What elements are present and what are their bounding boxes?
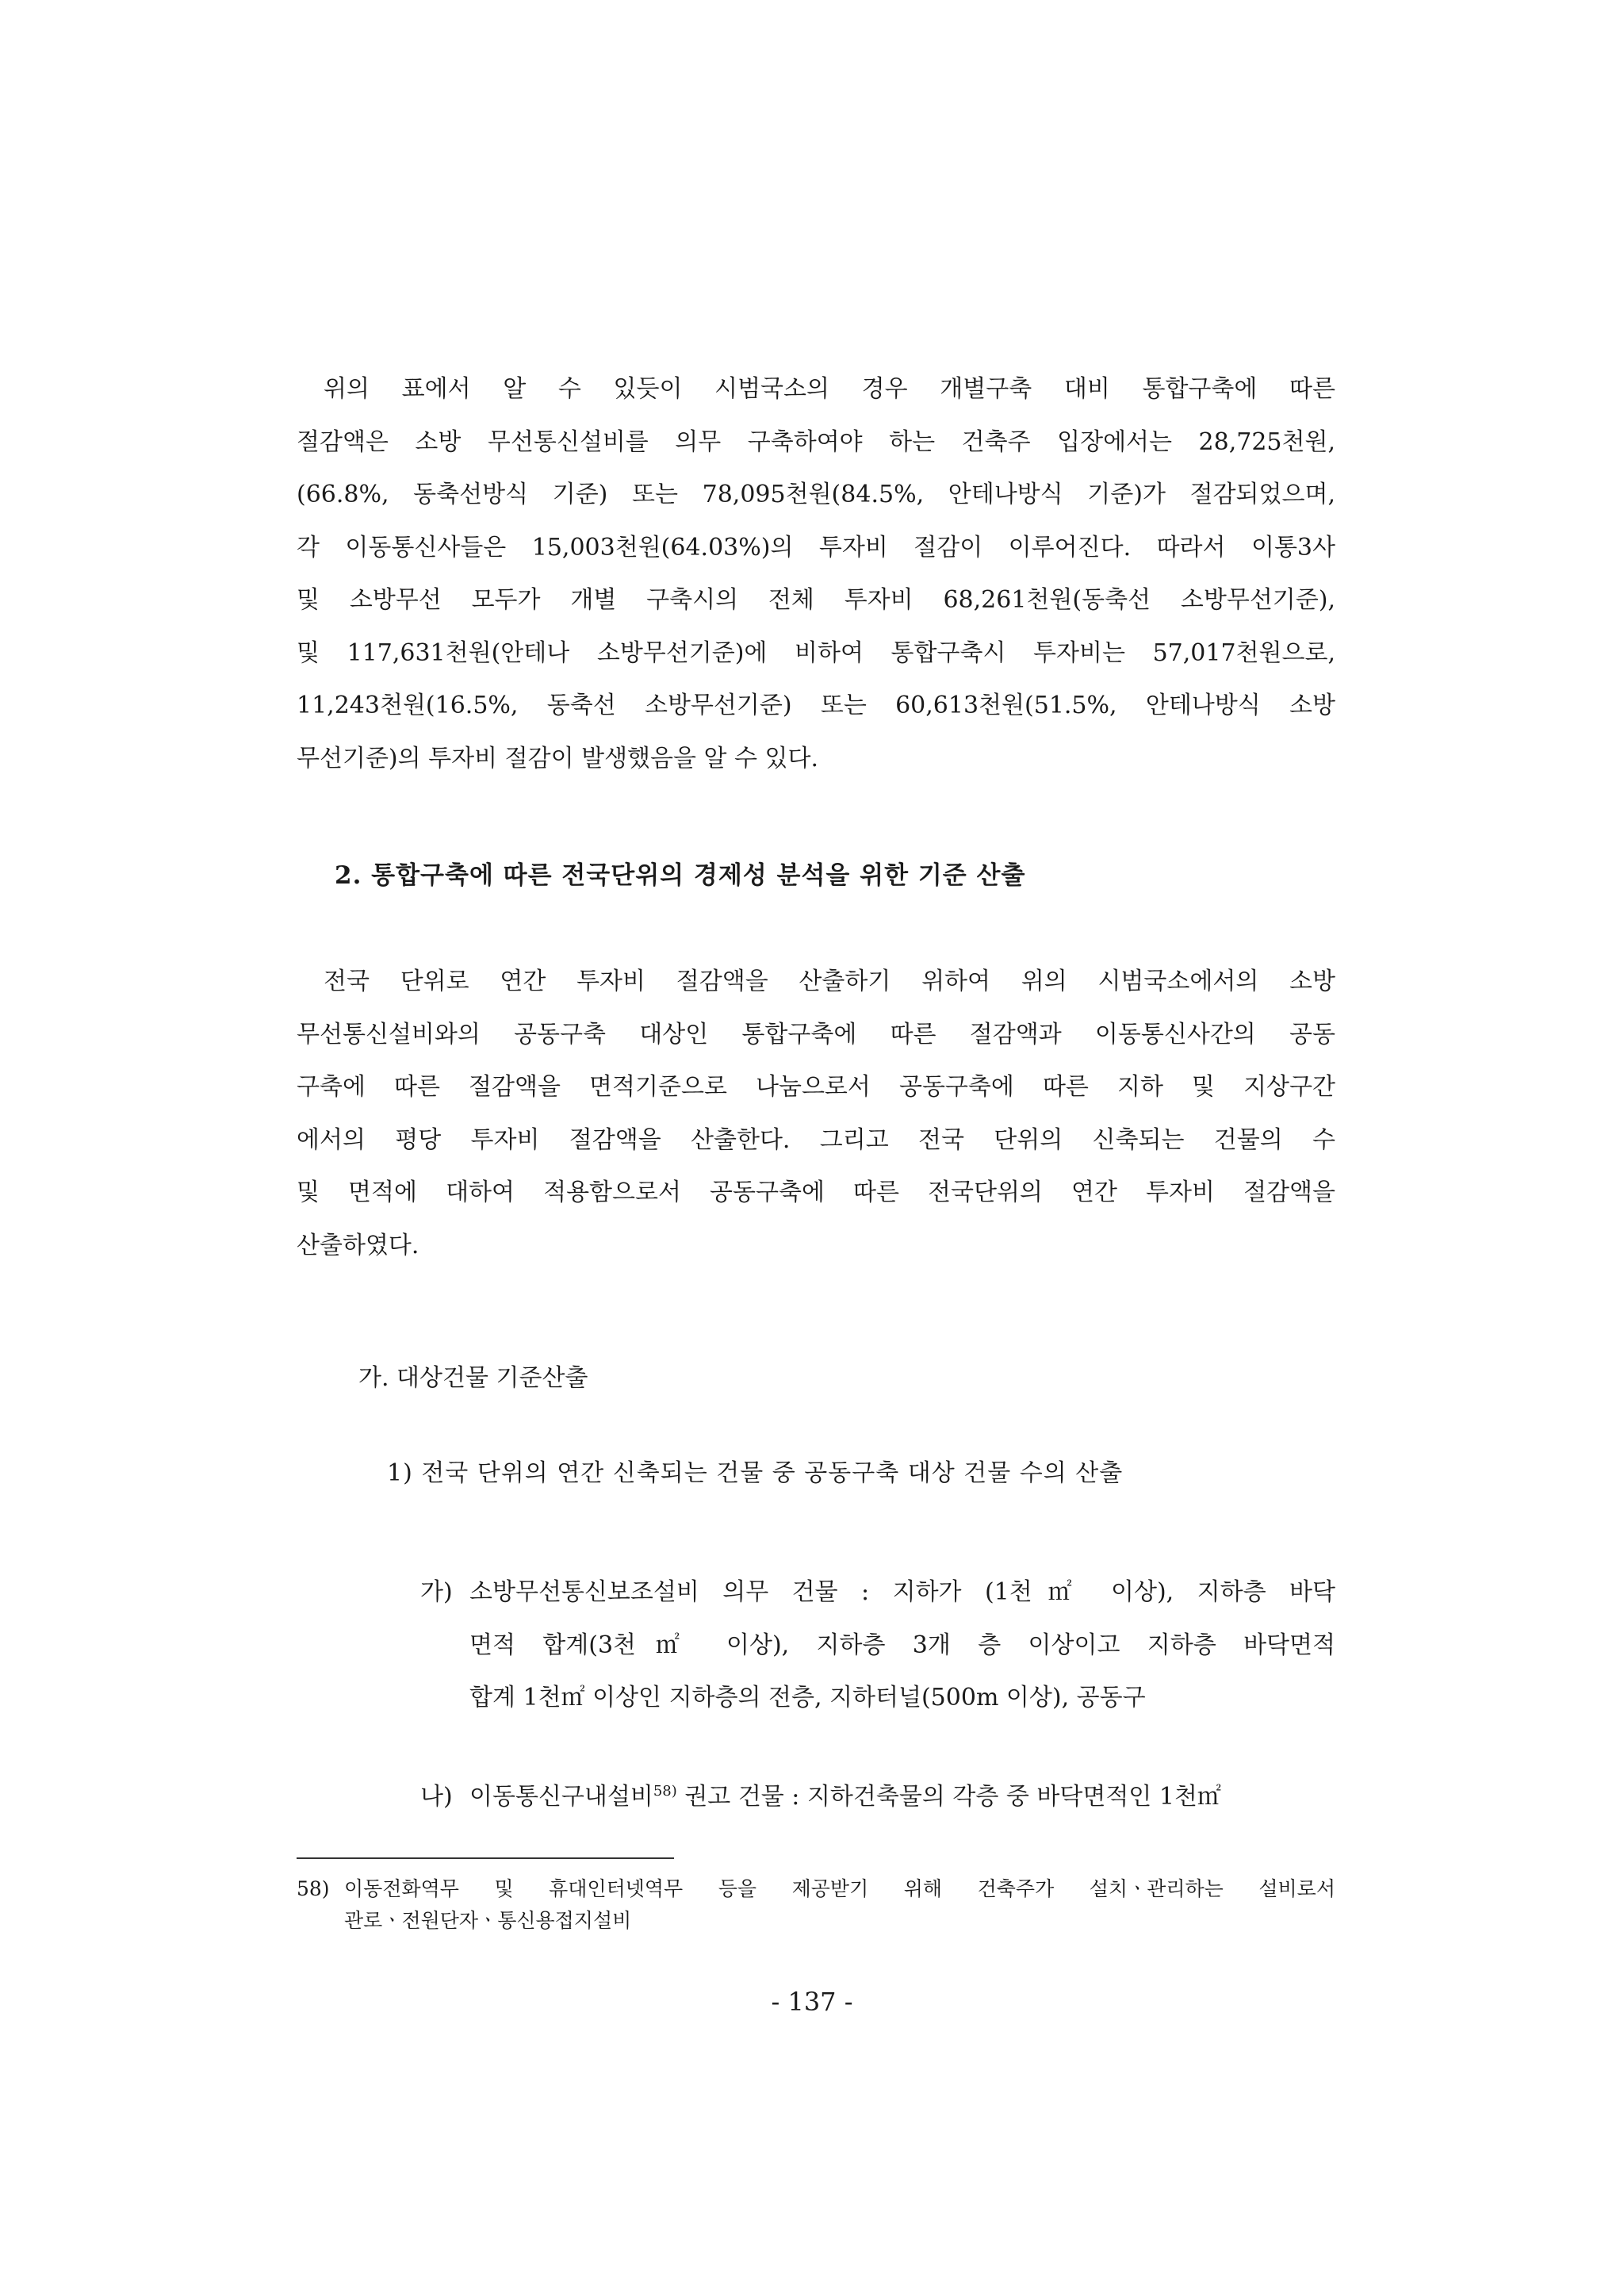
paragraph-savings-summary <box>297 363 1335 785</box>
footnote-line: 이동전화역무 및 휴대인터넷역무 등을 제공받기 위해 건축주가 설치ㆍ관리하는 설비로서 <box>344 1877 1335 1900</box>
list-item-line: 합계 1천㎡ 이상인 지하층의 전층, 지하터널(500m 이상), 공동구 <box>469 1684 1146 1711</box>
footnote-reference: 58) <box>653 1783 677 1800</box>
list-marker: 나) <box>420 1783 453 1811</box>
paragraph-line: 및 면적에 대하여 적용함으로서 공동구축에 따른 전국단위의 연간 투자비 절감액을 <box>297 1179 1335 1206</box>
subheading-target-building: 가. 대상건물 기준산출 <box>358 1364 588 1392</box>
list-item-line <box>469 1771 1335 1824</box>
paragraph-line: 11,243천원(16.5%, 동축선 소방무선기준) 또는 60,613천원(51.5%, 안테나방식 소방 <box>297 692 1335 719</box>
footnote-divider <box>297 1857 674 1859</box>
paragraph-line: 절감액은 소방 무선통신설비를 의무 구축하여야 하는 건축주 입장에서는 28,725천원, <box>297 427 1335 456</box>
footnote <box>297 1873 1335 1937</box>
footnote-number: 58) <box>297 1877 330 1900</box>
paragraph-line: 산출하였다. <box>297 1231 419 1259</box>
list-marker: 가) <box>420 1578 453 1606</box>
list-item-line: 면적 합계(3천㎡ 이상), 지하층 3개 층 이상이고 지하층 바닥면적 <box>469 1631 1335 1659</box>
list-item-text: 권고 건물 : 지하건축물의 각층 중 바닥면적인 1천㎡ <box>676 1783 1221 1811</box>
section-heading: 2. 통합구축에 따른 전국단위의 경제성 분석을 위한 기준 산출 <box>335 861 1026 890</box>
paragraph-methodology <box>297 956 1335 1272</box>
paragraph-line: 구축에 따른 절감액을 면적기준으로 나눔으로서 공동구축에 따른 지하 및 지상구간 <box>297 1073 1335 1101</box>
paragraph-line: 전국 단위로 연간 투자비 절감액을 산출하기 위하여 위의 시범국소에서의 소방 <box>324 968 1335 995</box>
paragraph-line: 및 소방무선 모두가 개별 구축시의 전체 투자비 68,261천원(동축선 소방무선기준), <box>297 586 1335 614</box>
footnote-line: 관로ㆍ전원단자ㆍ통신용접지설비 <box>344 1909 632 1932</box>
paragraph-line: 에서의 평당 투자비 절감액을 산출한다. 그리고 전국 단위의 신축되는 건물의 수 <box>297 1125 1335 1154</box>
list-item-line: 소방무선통신보조설비 의무 건물 : 지하가 (1천㎡ 이상), 지하층 바닥 <box>469 1578 1335 1606</box>
paragraph-line: 각 이동통신사들은 15,003천원(64.03%)의 투자비 절감이 이루어진다. 따라서 이통3사 <box>297 533 1335 562</box>
page-number: - 137 - <box>771 1987 853 2017</box>
paragraph-line: 무선통신설비와의 공동구축 대상인 통합구축에 따른 절감액과 이동통신사간의 공동 <box>297 1020 1335 1048</box>
paragraph-line: 및 117,631천원(안테나 소방무선기준)에 비하여 통합구축시 투자비는 57,017천원으로, <box>297 638 1335 667</box>
list-item-mobile-building <box>420 1771 1335 1824</box>
paragraph-line: 위의 표에서 알 수 있듯이 시범국소의 경우 개별구축 대비 통합구축에 따른 <box>324 375 1335 403</box>
list-item-fire-radio-building <box>420 1566 1335 1725</box>
paragraph-line: 무선기준)의 투자비 절감이 발생했음을 알 수 있다. <box>297 744 819 772</box>
paragraph-line: (66.8%, 동축선방식 기준) 또는 78,095천원(84.5%, 안테나방식 기준)가 절감되었으며, <box>297 481 1335 508</box>
list-item-text: 이동통신구내설비 <box>469 1783 653 1811</box>
subheading-building-count: 1) 전국 단위의 연간 신축되는 건물 중 공동구축 대상 건물 수의 산출 <box>387 1459 1124 1487</box>
